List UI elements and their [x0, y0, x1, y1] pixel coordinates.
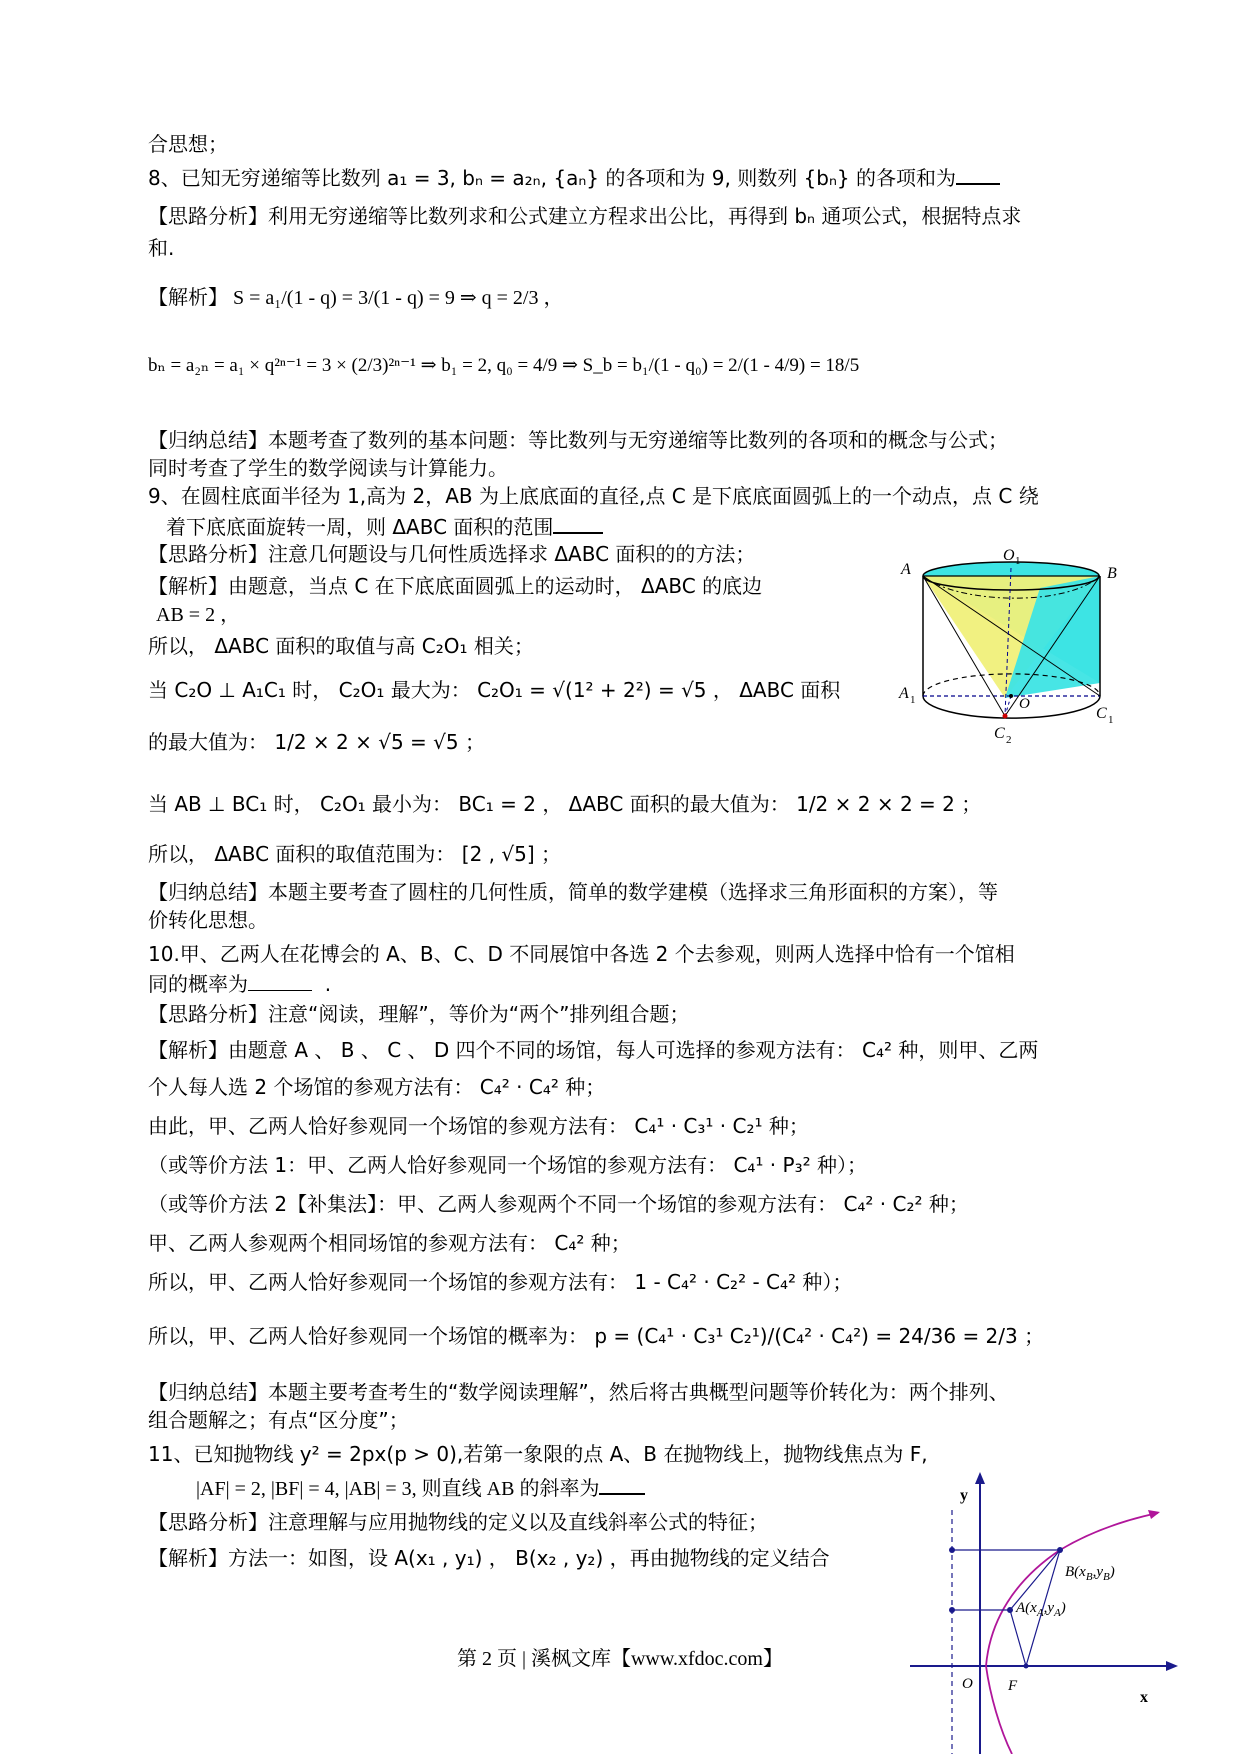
- problem-10-text: 同的概率为: [148, 972, 248, 996]
- summary-8: 【归纳总结】本题考查了数列的基本问题：等比数列与无穷递缩等比数列的各项和的概念与公式；: [148, 428, 1008, 452]
- solution-9-line1: 【解析】由题意，当点 C 在下底底面圆弧上的运动时， ΔABC 的底边: [148, 574, 763, 598]
- text-line: 同时考查了学生的数学阅读与计算能力。: [148, 456, 508, 480]
- solution-10-line7: 所以，甲、乙两人恰好参观同一个场馆的参观方法有： 1 - C₄² · C₂² - C₄² 种）；: [148, 1270, 853, 1294]
- label-B: $B(x_B,y_B)$: [1065, 1564, 1115, 1583]
- label-O1: O: [1003, 548, 1015, 564]
- solution-9-line6: 当 AB ⊥ BC₁ 时， C₂O₁ 最小为： BC₁ = 2 ， ΔABC 面积的最大值为： 1/2 × 2 × 2 = 2 ；: [148, 792, 982, 816]
- text-line: 组合题解之；有点“区分度”；: [148, 1408, 409, 1432]
- solution-9-line3: 所以， ΔABC 面积的取值与高 C₂O₁ 相关；: [148, 634, 534, 658]
- problem-10: 10.甲、乙两人在花博会的 A、B、C、D 不同展馆中各选 2 个去参观，则两人选择中恰有一个馆相: [148, 942, 1015, 966]
- label-A1: A: [899, 685, 909, 702]
- solution-10-line6: 甲、乙两人参观两个相同场馆的参观方法有： C₄² 种；: [148, 1231, 631, 1255]
- solution-10-line1: 【解析】由题意 A 、 B 、 C 、 D 四个不同的场馆，每人可选择的参观方法有： C₄² 种，则甲、乙两: [148, 1038, 1039, 1062]
- solution-10-line3: 由此，甲、乙两人恰好参观同一个场馆的参观方法有： C₄¹ · C₃¹ · C₂¹ 种；: [148, 1114, 809, 1138]
- problem-11: 11、已知抛物线 y² = 2px(p > 0),若第一象限的点 A、B 在抛物线上，抛物线焦点为 F,: [148, 1442, 928, 1466]
- svg-text:2: 2: [1006, 734, 1012, 746]
- solution-10-line2: 个人每人选 2 个场馆的参观方法有： C₄² · C₄² 种；: [148, 1075, 606, 1099]
- summary-9: 【归纳总结】本题主要考查了圆柱的几何性质，简单的数学建模（选择求三角形面积的方案），等: [148, 880, 998, 904]
- analysis-9: 【思路分析】注意几何题设与几何性质选择求 ΔABC 面积的的方法；: [148, 542, 756, 566]
- page-footer: 第 2 页 | 溪枫文库【www.xfdoc.com】: [456, 1648, 783, 1670]
- analysis-11: 【思路分析】注意理解与应用抛物线的定义以及直线斜率公式的特征；: [148, 1510, 768, 1534]
- solution-9-line7: 所以， ΔABC 面积的取值范围为： [2 , √5] ；: [148, 842, 561, 866]
- problem-11-text: |AF| = 2, |BF| = 4, |AB| = 3, 则直线 AB 的斜率为: [196, 1478, 600, 1500]
- summary-10: 【归纳总结】本题主要考查考生的“数学阅读理解”，然后将古典概型问题等价转化为：两个排列、: [148, 1380, 1009, 1404]
- text-line: 合思想；: [148, 132, 228, 156]
- solution-11-line1: 【解析】方法一：如图，设 A(x₁ , y₁) ， B(x₂ , y₂) ，再由抛物线的定义结合: [148, 1546, 830, 1570]
- solution-10-line4: （或等价方法 1：甲、乙两人恰好参观同一个场馆的参观方法有： C₄¹ · P₃² 种）；: [148, 1153, 867, 1177]
- label-A: A: [901, 561, 911, 578]
- text-line: 和.: [148, 236, 175, 260]
- cylinder-figure: [895, 548, 1135, 758]
- label-y: y: [960, 1487, 968, 1504]
- analysis-8: 【思路分析】利用无穷递缩等比数列求和公式建立方程求出公比，再得到 bₙ 通项公式，根据特点求: [148, 204, 1022, 228]
- parabola-figure: [900, 1470, 1180, 1754]
- solution-10-line5: （或等价方法 2【补集法】：甲、乙两人参观两个不同一个场馆的参观方法有： C₄² · C₂² 种；: [148, 1192, 969, 1216]
- problem-9: 9、在圆柱底面半径为 1,高为 2，AB 为上底底面的直径,点 C 是下底底面圆弧上的一个动点，点 C 绕: [148, 484, 1039, 508]
- label-C2: C: [994, 725, 1005, 742]
- svg-text:1: 1: [910, 694, 916, 706]
- problem-9-cont: [166, 512, 603, 541]
- label-B: B: [1107, 565, 1117, 582]
- solution-9-line4: 当 C₂O ⊥ A₁C₁ 时， C₂O₁ 最大为： C₂O₁ = √(1² + 2²) = √5 ， ΔABC 面积: [148, 678, 841, 702]
- label-x: x: [1140, 1689, 1148, 1706]
- problem-11-cont: [196, 1473, 645, 1503]
- solution-8-line2: bₙ = a₂ₙ = a₁ × q²ⁿ⁻¹ = 3 × (2/3)²ⁿ⁻¹ ⇒ b₁ = 2, q₀ = 4/9 ⇒ S_b = b₁/(1 - q₀) = 2/(1 - 4/9) = 18/5: [148, 355, 860, 376]
- problem-10-cont: 同的概率为 .: [148, 972, 332, 996]
- problem-9-text: 着下底底面旋转一周，则 ΔABC 面积的范围: [166, 515, 554, 539]
- svg-text:1: 1: [1108, 714, 1114, 726]
- solution-8-line1: 【解析】 S = a₁/(1 - q) = 3/(1 - q) = 9 ⇒ q = 2/3 ，: [148, 287, 564, 309]
- solution-10-line8: 所以，甲、乙两人恰好参观同一个场馆的概率为： p = (C₄¹ · C₃¹ C₂¹)/(C₄² · C₄²) = 24/36 = 2/3 ；: [148, 1324, 1045, 1348]
- svg-text:1: 1: [1015, 555, 1021, 567]
- analysis-10: 【思路分析】注意“阅读，理解”，等价为“两个”排列组合题；: [148, 1002, 690, 1026]
- label-O: O: [962, 1676, 973, 1692]
- solution-9-line2: AB = 2 ，: [156, 604, 241, 626]
- solution-9-line5: 的最大值为： 1/2 × 2 × √5 = √5 ；: [148, 730, 485, 754]
- problem-8-text: 8、已知无穷递缩等比数列 a₁ = 3, bₙ = a₂ₙ, {aₙ} 的各项和为 9, 则数列 {bₙ} 的各项和为: [148, 166, 957, 190]
- label-A: $A(x_A,y_A)$: [1016, 1600, 1066, 1619]
- label-F: F: [1008, 1678, 1018, 1694]
- label-C1: C: [1096, 705, 1107, 722]
- label-O: O: [1019, 696, 1030, 712]
- text-line: 价转化思想。: [148, 908, 268, 932]
- problem-8: [148, 163, 1000, 192]
